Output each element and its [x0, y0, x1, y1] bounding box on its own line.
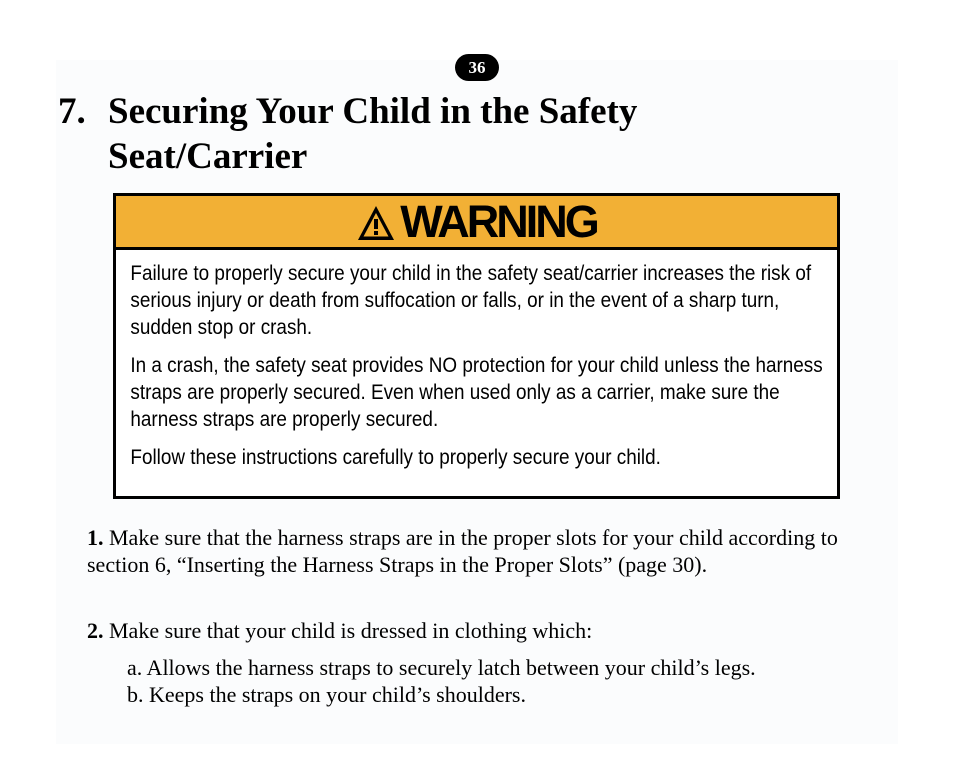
warning-heading: WARNING [400, 196, 597, 247]
step-1 [87, 524, 887, 578]
warning-box [113, 193, 840, 499]
step-text: Make sure that your child is dressed in clothing which: [109, 618, 593, 643]
sub-item-b: b. Keeps the straps on your child’s shoulders. [127, 682, 526, 707]
section-heading [58, 89, 758, 179]
sub-item-a: a. Allows the harness straps to securely latch between your child’s legs. [127, 655, 756, 680]
section-number: 7. [58, 91, 86, 132]
warning-body [116, 250, 836, 471]
warning-paragraph: Follow these instructions carefully to properly secure your child. [130, 446, 661, 469]
page-number-badge: 36 [455, 54, 499, 81]
warning-paragraph: In a crash, the safety seat provides NO protection for your child unless the harness straps are properly secured. Even when used only as a carrier, make sure the harness straps are properly secured. [130, 354, 823, 431]
warning-header [116, 196, 837, 250]
warning-paragraph: Failure to properly secure your child in the safety seat/carrier increases the risk of serious injury or death from suffocation or falls, or in the event of a sharp turn, sudden stop or crash. [130, 262, 812, 339]
step-2 [87, 617, 887, 644]
section-title: Securing Your Child in the Safety Seat/Carrier [108, 91, 638, 177]
step-number: 2. [87, 618, 104, 643]
step-number: 1. [87, 525, 104, 550]
step-text: Make sure that the harness straps are in the proper slots for your child according to section 6, “Inserting the Harness Straps in the Proper Slots” (page 30). [87, 525, 838, 577]
warning-triangle-icon [356, 204, 396, 242]
